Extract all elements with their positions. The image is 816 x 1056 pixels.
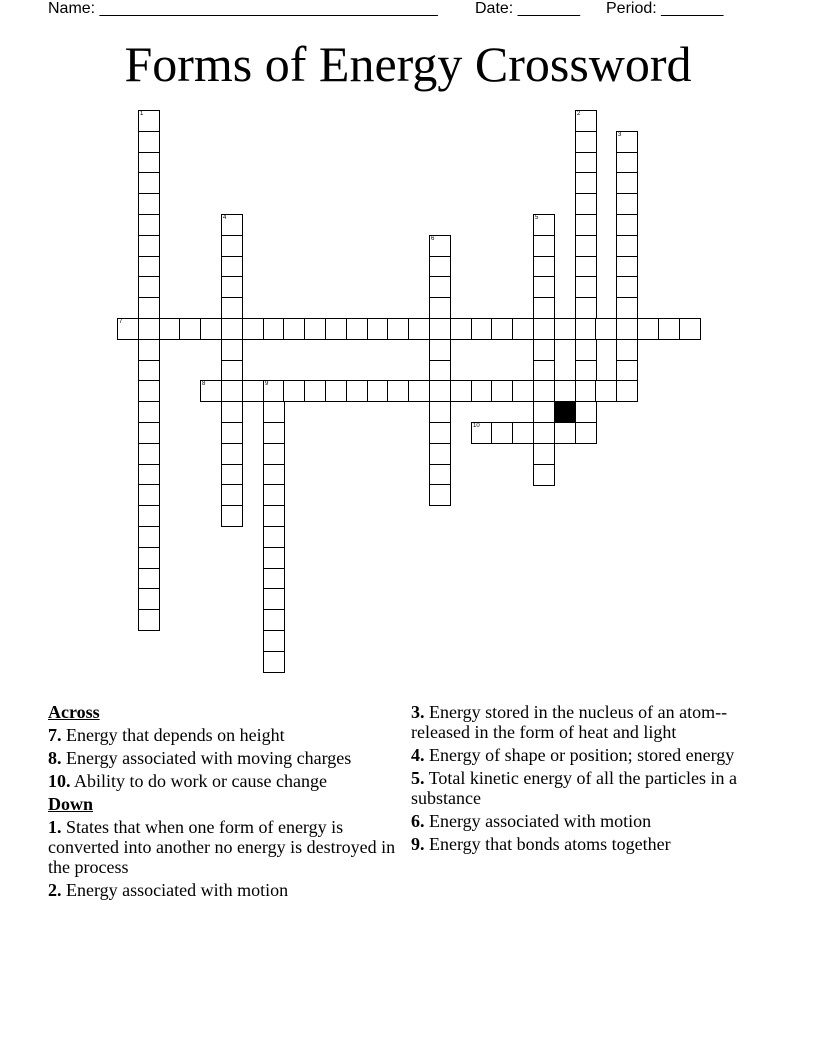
crossword-cell[interactable] (575, 193, 597, 215)
crossword-cell[interactable] (263, 401, 285, 423)
clue-number: 8. (48, 748, 62, 768)
crossword-cell[interactable] (263, 505, 285, 527)
crossword-cell[interactable] (159, 318, 181, 340)
clue-down-3 (411, 702, 766, 742)
crossword-cell[interactable] (616, 172, 638, 194)
crossword-cell[interactable] (263, 443, 285, 465)
clue-down-2 (48, 880, 398, 900)
crossword-cell[interactable] (221, 380, 243, 402)
crossword-cell[interactable] (221, 256, 243, 278)
clue-text: Energy associated with motion (66, 880, 289, 900)
crossword-cell[interactable] (138, 484, 160, 506)
crossword-cell[interactable] (138, 526, 160, 548)
crossword-cell[interactable] (616, 360, 638, 382)
crossword-cell[interactable] (138, 193, 160, 215)
crossword-cell[interactable] (533, 339, 555, 361)
clue-down-9 (411, 834, 766, 854)
worksheet-title: Forms of Energy Crossword (124, 36, 692, 92)
crossword-cell[interactable] (575, 339, 597, 361)
crossword-cell[interactable] (221, 297, 243, 319)
clue-text: Energy of shape or position; stored energy (429, 745, 735, 765)
crossword-cell[interactable] (554, 380, 576, 402)
crossword-cell[interactable] (221, 443, 243, 465)
clue-text: Energy that bonds atoms together (429, 834, 671, 854)
crossword-cell[interactable] (221, 484, 243, 506)
crossword-cell[interactable] (575, 131, 597, 153)
crossword-cell[interactable] (138, 568, 160, 590)
cell-number: 6 (431, 236, 435, 242)
crossword-cell[interactable] (575, 235, 597, 257)
crossword-cell[interactable] (138, 339, 160, 361)
crossword-cell[interactable] (429, 464, 451, 486)
clue-across-10 (48, 771, 398, 791)
crossword-cell[interactable] (575, 297, 597, 319)
crossword-cell[interactable] (429, 422, 451, 444)
crossword-cell[interactable] (575, 172, 597, 194)
crossword-cell[interactable] (575, 276, 597, 298)
crossword-cell[interactable] (138, 443, 160, 465)
crossword-cell[interactable] (221, 318, 243, 340)
crossword-cell[interactable] (429, 401, 451, 423)
crossword-cell[interactable] (263, 651, 285, 673)
crossword-cell[interactable] (138, 152, 160, 174)
crossword-cell[interactable] (325, 380, 347, 402)
crossword-cell[interactable] (471, 380, 493, 402)
crossword-cell[interactable] (138, 172, 160, 194)
crossword-cell[interactable] (221, 276, 243, 298)
crossword-cell[interactable] (242, 318, 264, 340)
crossword-cell[interactable] (533, 443, 555, 465)
crossword-cell[interactable] (138, 547, 160, 569)
crossword-cell[interactable] (263, 526, 285, 548)
clue-down-5 (411, 768, 766, 808)
crossword-cell[interactable] (242, 380, 264, 402)
crossword-cell[interactable] (533, 464, 555, 486)
crossword-cell[interactable] (263, 547, 285, 569)
clue-text: Energy stored in the nucleus of an atom--released in the form of heat and light (411, 702, 728, 742)
crossword-cell[interactable] (491, 318, 513, 340)
crossword-cell[interactable] (637, 318, 659, 340)
crossword-cell[interactable] (138, 422, 160, 444)
crossword-cell[interactable] (533, 297, 555, 319)
clue-text: Energy associated with moving charges (66, 748, 352, 768)
crossword-cell[interactable] (471, 318, 493, 340)
clue-number: 9. (411, 834, 425, 854)
crossword-cell[interactable] (429, 318, 451, 340)
crossword-cell[interactable] (221, 360, 243, 382)
crossword-cell[interactable] (367, 318, 389, 340)
crossword-cell[interactable] (429, 276, 451, 298)
period-field[interactable]: Period: _______ (606, 0, 724, 17)
crossword-cell[interactable] (138, 297, 160, 319)
across-heading: Across (48, 702, 100, 722)
crossword-cell[interactable] (200, 318, 222, 340)
crossword-cell[interactable] (138, 318, 160, 340)
clue-number: 1. (48, 817, 62, 837)
crossword-cell[interactable] (533, 422, 555, 444)
crossword-cell[interactable] (616, 256, 638, 278)
clue-across-7 (48, 725, 398, 745)
crossword-cell[interactable] (138, 131, 160, 153)
crossword-cell[interactable] (429, 297, 451, 319)
crossword-cell[interactable] (221, 339, 243, 361)
crossword-cell[interactable] (304, 318, 326, 340)
blocked-cell (554, 401, 576, 423)
crossword-cell[interactable] (429, 484, 451, 506)
crossword-cell[interactable] (429, 235, 451, 257)
crossword-cell[interactable] (679, 318, 701, 340)
crossword-cell[interactable] (263, 484, 285, 506)
crossword-cell[interactable] (263, 588, 285, 610)
crossword-cell[interactable] (491, 380, 513, 402)
crossword-cell[interactable] (429, 256, 451, 278)
crossword-cell[interactable] (512, 318, 534, 340)
cell-number: 1 (140, 111, 144, 117)
clue-down-6 (411, 811, 766, 831)
clue-text: Energy associated with motion (429, 811, 652, 831)
crossword-cell[interactable] (429, 380, 451, 402)
crossword-cell[interactable] (325, 318, 347, 340)
crossword-cell[interactable] (554, 318, 576, 340)
crossword-cell[interactable] (595, 380, 617, 402)
crossword-cell[interactable] (533, 256, 555, 278)
crossword-cell[interactable] (263, 422, 285, 444)
crossword-cell[interactable] (554, 422, 576, 444)
crossword-cell[interactable] (533, 318, 555, 340)
crossword-cell[interactable] (429, 360, 451, 382)
name-field[interactable]: Name: ______________________________________ (48, 0, 438, 17)
cell-number: 3 (618, 132, 622, 138)
clue-number: 7. (48, 725, 62, 745)
crossword-cell[interactable] (575, 360, 597, 382)
clue-number: 10. (48, 771, 71, 791)
crossword-cell[interactable] (429, 443, 451, 465)
crossword-cell[interactable] (471, 422, 493, 444)
crossword-cell[interactable] (263, 630, 285, 652)
clue-text: States that when one form of energy is converted into another no energy is destroyed in the process (48, 817, 396, 877)
crossword-cell[interactable] (616, 193, 638, 215)
clue-down-1 (48, 817, 398, 877)
crossword-cell[interactable] (138, 380, 160, 402)
clue-text: Total kinetic energy of all the particles in a substance (411, 768, 737, 808)
crossword-cell[interactable] (575, 318, 597, 340)
crossword-cell[interactable] (138, 276, 160, 298)
crossword-cell[interactable] (263, 568, 285, 590)
clue-across-8 (48, 748, 398, 768)
crossword-cell[interactable] (304, 380, 326, 402)
crossword-cell[interactable] (616, 380, 638, 402)
crossword-cell[interactable] (138, 235, 160, 257)
clue-number: 5. (411, 768, 425, 788)
crossword-cell[interactable] (533, 235, 555, 257)
crossword-cell[interactable] (450, 380, 472, 402)
crossword-cell[interactable] (575, 152, 597, 174)
crossword-cell[interactable] (283, 318, 305, 340)
crossword-cell[interactable] (616, 235, 638, 257)
crossword-cell[interactable] (533, 276, 555, 298)
crossword-cell[interactable] (138, 401, 160, 423)
crossword-cell[interactable] (221, 214, 243, 236)
crossword-cell[interactable] (595, 318, 617, 340)
crossword-cell[interactable] (575, 401, 597, 423)
crossword-cell[interactable] (179, 318, 201, 340)
crossword-cell[interactable] (616, 152, 638, 174)
crossword-cell[interactable] (138, 609, 160, 631)
crossword-cell[interactable] (221, 464, 243, 486)
crossword-cell[interactable] (221, 422, 243, 444)
crossword-cell[interactable] (138, 505, 160, 527)
clue-number: 4. (411, 745, 425, 765)
crossword-cell[interactable] (616, 339, 638, 361)
crossword-cell[interactable] (616, 276, 638, 298)
crossword-cell[interactable] (575, 380, 597, 402)
date-field[interactable]: Date: _______ (475, 0, 580, 17)
crossword-cell[interactable] (221, 505, 243, 527)
crossword-cell[interactable] (138, 110, 160, 132)
cell-number: 7 (119, 319, 123, 325)
clue-number: 3. (411, 702, 425, 722)
crossword-cell[interactable] (346, 380, 368, 402)
crossword-cell[interactable] (283, 380, 305, 402)
clue-text: Ability to do work or cause change (74, 771, 327, 791)
crossword-cell[interactable] (533, 360, 555, 382)
crossword-cell[interactable] (408, 318, 430, 340)
clues-column-right (411, 702, 766, 857)
clues-column-left (48, 702, 398, 903)
crossword-cell[interactable] (533, 401, 555, 423)
crossword-cell[interactable] (367, 380, 389, 402)
crossword-cell[interactable] (263, 609, 285, 631)
crossword-cell[interactable] (491, 422, 513, 444)
crossword-cell[interactable] (408, 380, 430, 402)
crossword-cell[interactable] (533, 214, 555, 236)
cell-number: 2 (577, 111, 581, 117)
crossword-cell[interactable] (387, 318, 409, 340)
crossword-cell[interactable] (575, 256, 597, 278)
crossword-cell[interactable] (263, 464, 285, 486)
crossword-cell[interactable] (616, 214, 638, 236)
clue-text: Energy that depends on height (66, 725, 285, 745)
crossword-cell[interactable] (450, 318, 472, 340)
crossword-cell[interactable] (138, 256, 160, 278)
crossword-cell[interactable] (533, 380, 555, 402)
crossword-cell[interactable] (138, 588, 160, 610)
crossword-cell[interactable] (138, 214, 160, 236)
crossword-cell[interactable] (200, 380, 222, 402)
cell-number: 9 (265, 381, 269, 387)
crossword-cell[interactable] (263, 380, 285, 402)
crossword-cell[interactable] (575, 110, 597, 132)
crossword-cell[interactable] (616, 297, 638, 319)
crossword-cell[interactable] (616, 131, 638, 153)
crossword-cell[interactable] (575, 214, 597, 236)
crossword-cell[interactable] (117, 318, 139, 340)
crossword-cell[interactable] (221, 235, 243, 257)
crossword-cell[interactable] (387, 380, 409, 402)
cell-number: 4 (223, 215, 227, 221)
clue-number: 6. (411, 811, 425, 831)
crossword-cell[interactable] (346, 318, 368, 340)
crossword-cell[interactable] (263, 318, 285, 340)
cell-number: 8 (202, 381, 206, 387)
crossword-cell[interactable] (138, 464, 160, 486)
crossword-cell[interactable] (512, 380, 534, 402)
cell-number: 5 (535, 215, 539, 221)
crossword-cell[interactable] (658, 318, 680, 340)
crossword-cell[interactable] (512, 422, 534, 444)
clue-number: 2. (48, 880, 62, 900)
crossword-cell[interactable] (616, 318, 638, 340)
crossword-cell[interactable] (138, 360, 160, 382)
crossword-cell[interactable] (221, 401, 243, 423)
cell-number: 10 (473, 423, 480, 429)
crossword-cell[interactable] (575, 422, 597, 444)
clue-down-4 (411, 745, 766, 765)
down-heading: Down (48, 794, 94, 814)
crossword-cell[interactable] (429, 339, 451, 361)
